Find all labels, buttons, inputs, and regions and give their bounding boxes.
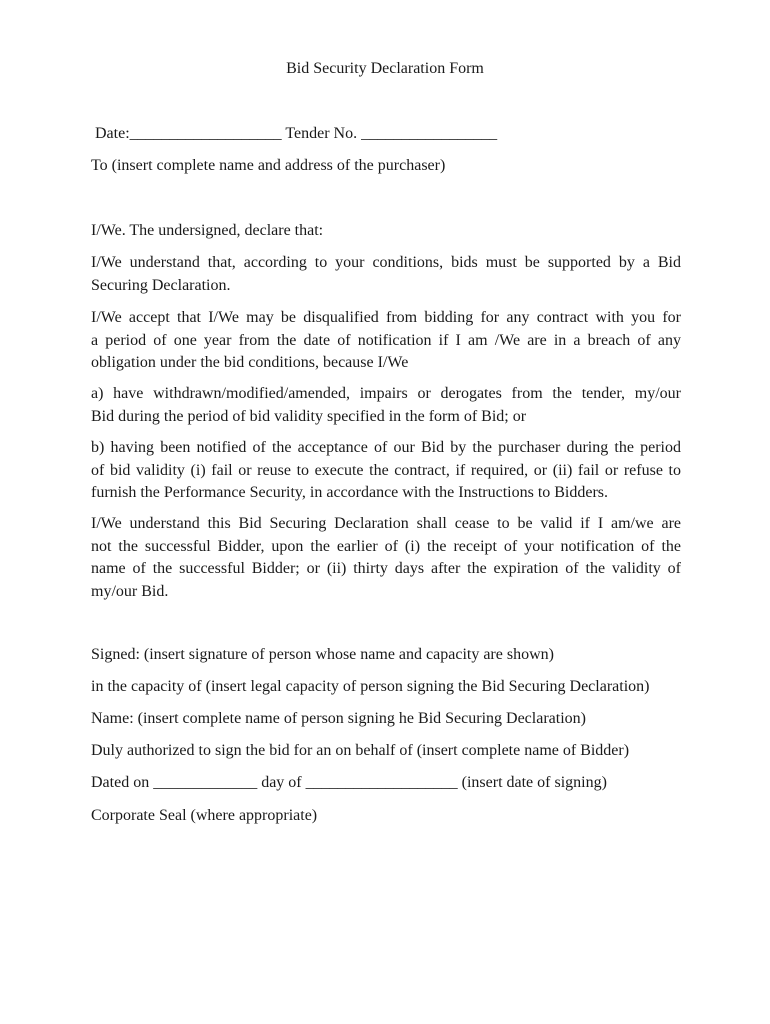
name-line: Name: (insert complete name of person signing he Bid Securing Declaration) <box>91 710 586 727</box>
dated-line: Dated on _____________ day of ___________________ (insert date of signing) <box>91 774 607 791</box>
addressee-line: To (insert complete name and address of the purchaser) <box>91 157 446 174</box>
date-tender-line: Date:___________________ Tender No. _________________ <box>95 125 498 142</box>
paragraph-line: furnish the Performance Security, in accordance with the Instructions to Bidders. <box>91 484 609 501</box>
paragraph-line: obligation under the bid conditions, because I/We <box>91 354 409 371</box>
capacity-line: in the capacity of (insert legal capacity of person signing the Bid Securing Declaration) <box>91 678 650 695</box>
paragraph-line: name of the successful Bidder; or (ii) thirty days after the expiration of the validity of <box>91 560 681 577</box>
authorized-line: Duly authorized to sign the bid for an on behalf of (insert complete name of Bidder) <box>91 742 630 759</box>
paragraph-line: Bid during the period of bid validity specified in the form of Bid; or <box>91 407 527 425</box>
paragraph-line: I/We understand this Bid Securing Declaration shall cease to be valid if I am/we are <box>91 515 681 532</box>
paragraph-validity <box>91 513 681 603</box>
paragraph-line: of bid validity (i) fail or reuse to execute the contract, if required, or (ii) fail or refuse to <box>91 461 681 479</box>
corporate-seal-line: Corporate Seal (where appropriate) <box>91 807 318 824</box>
paragraph-line: Securing Declaration. <box>91 276 231 294</box>
paragraph-line: my/our Bid. <box>91 582 169 600</box>
paragraph-item-a <box>91 383 681 428</box>
declaration-intro: I/We. The undersigned, declare that: <box>91 222 324 239</box>
signed-line: Signed: (insert signature of person whose name and capacity are shown) <box>91 646 554 663</box>
paragraph-line: I/We accept that I/We may be disqualified from bidding for any contract with you for <box>91 309 681 326</box>
paragraph-item-b <box>91 437 681 505</box>
paragraph-line: b) having been notified of the acceptance of our Bid by the purchaser during the period <box>91 439 681 456</box>
paragraph-line: I/We understand that, according to your conditions, bids must be supported by a Bid <box>91 254 681 271</box>
document-title: Bid Security Declaration Form <box>286 60 484 77</box>
paragraph-disqualification <box>91 307 681 375</box>
paragraph-line: a) have withdrawn/modified/amended, impairs or derogates from the tender, my/our <box>91 385 681 402</box>
paragraph-understanding <box>91 252 681 297</box>
paragraph-line: a period of one year from the date of notification if I am /We are in a breach of any <box>91 331 681 349</box>
paragraph-line: not the successful Bidder, upon the earlier of (i) the receipt of your notification of the <box>91 537 681 555</box>
